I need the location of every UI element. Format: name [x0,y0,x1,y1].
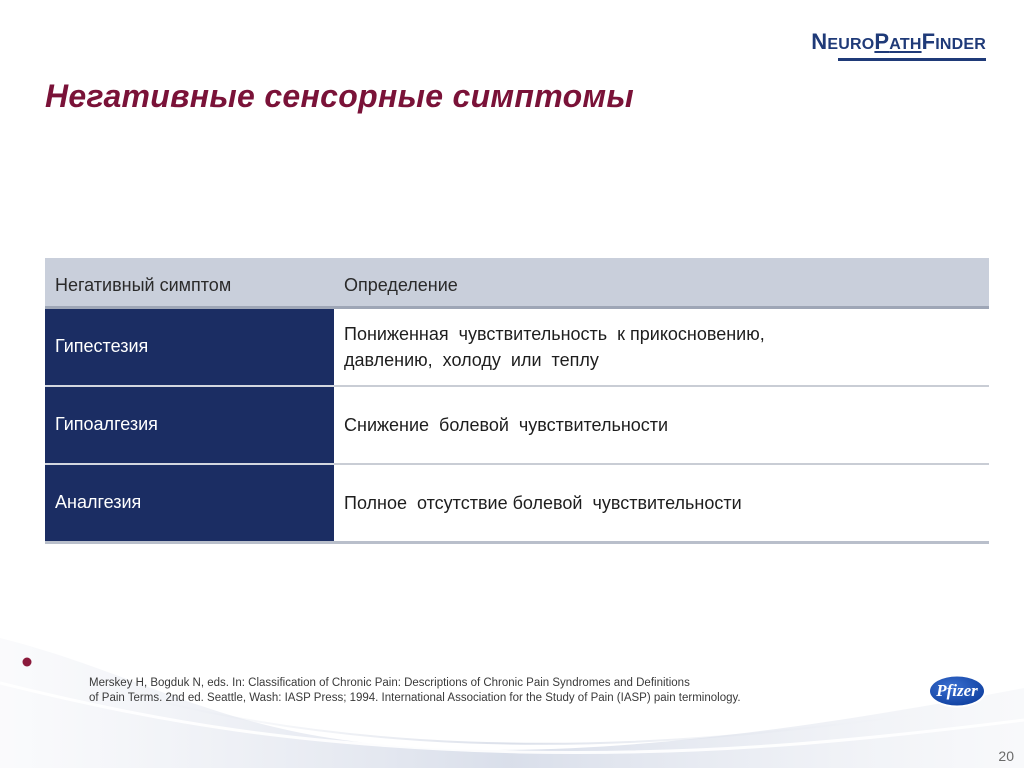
logo-text [811,30,986,57]
table-row [45,464,989,543]
logo-part-euro: EURO [827,36,875,53]
symptom-term: Аналгезия [45,464,334,543]
symptoms-table [45,258,989,544]
reference-citation [89,676,869,706]
logo-part-inder: INDER [935,36,986,53]
logo-letter-p: P [874,29,890,54]
symptom-definition [334,308,989,386]
header-symptom: Негативный симптом [45,258,334,308]
page-number: 20 [998,748,1014,764]
definition-line: Пониженная чувствительность к прикосновению, [344,323,765,344]
symptom-definition [334,464,989,543]
logo-letter-f: F [921,29,936,54]
reference-line: Merskey H, Bogduk N, eds. In: Classification of Chronic Pain: Descriptions of Chronic Pain Syndromes and Definitions [89,677,690,689]
table-header-row [45,258,989,308]
neuropathfinder-logo [811,30,986,61]
definition-line: давлению, холоду или теплу [344,349,599,370]
definition-line: Полное отсутствие болевой чувствительности [344,492,742,513]
reference-line: of Pain Terms. 2nd ed. Seattle, Wash: IASP Press; 1994. International Association for the Study of Pain (IASP) pain terminology. [89,692,741,704]
accent-dot [23,658,32,667]
symptom-term: Гипоалгезия [45,386,334,464]
table-row [45,308,989,386]
definition-line: Снижение болевой чувствительности [344,414,669,435]
logo-letter-n: N [811,29,828,54]
logo-underline [838,58,986,61]
table-row [45,386,989,464]
slide-title: Негативные сенсорные симптомы [45,78,635,114]
logo-part-ath: ATH [889,36,922,53]
symptom-definition [334,386,989,464]
pfizer-logo [927,673,987,709]
symptom-term: Гипестезия [45,308,334,386]
pfizer-label: Pfizer [936,681,978,700]
header-definition: Определение [334,258,989,308]
